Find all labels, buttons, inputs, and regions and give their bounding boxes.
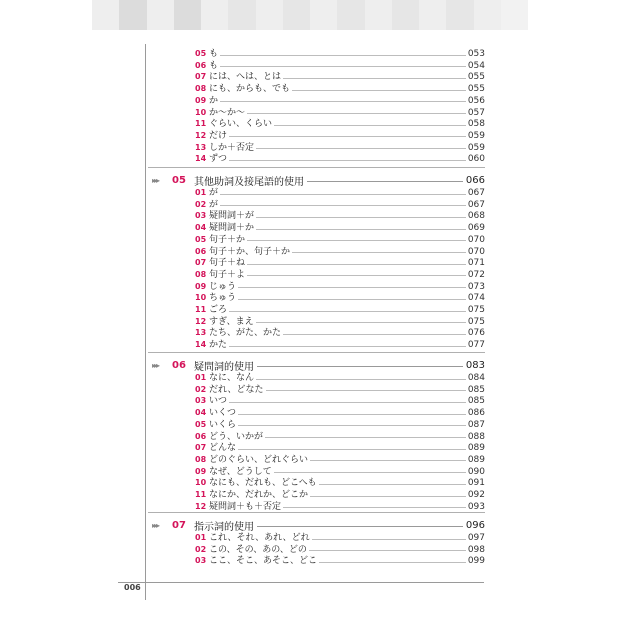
entry-page: 054 bbox=[467, 60, 485, 71]
entry-number: 06 bbox=[195, 246, 207, 256]
entry-number: 09 bbox=[195, 95, 207, 105]
entry-title: いくら bbox=[209, 419, 237, 430]
entry-page: 099 bbox=[467, 556, 485, 567]
toc-entry[interactable] bbox=[195, 83, 485, 95]
entry-title: ちゅう bbox=[209, 293, 237, 304]
entry-number: 14 bbox=[195, 154, 207, 164]
entry-title: だけ bbox=[209, 130, 228, 141]
toc-entry[interactable] bbox=[195, 222, 485, 234]
chapter-heading[interactable] bbox=[152, 172, 485, 188]
entry-page: 055 bbox=[467, 72, 485, 83]
page-number: 006 bbox=[124, 583, 141, 592]
entry-title: 疑問詞＋が bbox=[209, 211, 255, 222]
entry-number: 07 bbox=[195, 72, 207, 82]
toc-entry[interactable] bbox=[195, 316, 485, 328]
entry-title: ごろ bbox=[209, 305, 228, 315]
leader-line bbox=[247, 275, 466, 276]
entry-title: には、へは、とは bbox=[209, 72, 282, 83]
leader-line bbox=[238, 449, 466, 450]
entry-number: 11 bbox=[195, 119, 207, 129]
entry-number: 04 bbox=[195, 408, 207, 418]
entry-number: 09 bbox=[195, 281, 207, 291]
entry-title: いくつ bbox=[209, 408, 237, 419]
entry-title: この、その、あの、どの bbox=[209, 544, 307, 555]
leader-line bbox=[310, 460, 466, 461]
entry-page: 072 bbox=[467, 269, 485, 280]
entry-number: 05 bbox=[195, 419, 207, 429]
leader-line bbox=[220, 55, 466, 56]
entry-page: 068 bbox=[467, 211, 485, 222]
entry-title: も bbox=[209, 60, 219, 71]
entry-title: も bbox=[209, 49, 219, 59]
chapter-heading[interactable] bbox=[152, 517, 485, 533]
toc-entry[interactable] bbox=[195, 199, 485, 211]
leader-line bbox=[265, 437, 466, 438]
chapter-title: 指示詞的使用 bbox=[194, 521, 254, 533]
leader-line bbox=[247, 113, 466, 114]
section-divider bbox=[148, 167, 485, 168]
entry-title: ずつ bbox=[209, 154, 228, 165]
entry-number: 02 bbox=[195, 544, 207, 554]
entry-page: 086 bbox=[467, 408, 485, 419]
entry-page: 071 bbox=[467, 258, 485, 269]
leader-line bbox=[274, 125, 466, 126]
entry-number: 11 bbox=[195, 490, 207, 499]
entry-title: にも、からも、でも bbox=[209, 84, 291, 95]
entry-number: 12 bbox=[195, 130, 207, 140]
toc-entry[interactable] bbox=[195, 544, 485, 556]
leader-line bbox=[319, 562, 466, 563]
chapter-page: 083 bbox=[465, 359, 485, 371]
toc-entry[interactable] bbox=[195, 269, 485, 281]
leader-line bbox=[292, 90, 466, 91]
toc-entry[interactable] bbox=[195, 327, 485, 339]
leader-line bbox=[220, 66, 466, 67]
toc-entry[interactable] bbox=[195, 555, 485, 567]
entry-number: 12 bbox=[195, 501, 207, 511]
entry-title: すぎ、まえ bbox=[209, 316, 254, 327]
entry-page: 084 bbox=[467, 373, 485, 383]
leader-line bbox=[257, 366, 463, 367]
entry-number: 06 bbox=[195, 431, 207, 441]
entry-number: 14 bbox=[195, 340, 207, 350]
chevron-arrows-icon: ▸▸▸ bbox=[152, 520, 159, 530]
entry-page: 055 bbox=[467, 84, 485, 95]
entry-number: 02 bbox=[195, 384, 207, 394]
entry-number: 05 bbox=[195, 234, 207, 244]
entry-title: どう、いかが bbox=[209, 431, 264, 442]
entry-page: 059 bbox=[467, 130, 485, 141]
leader-line bbox=[220, 101, 466, 102]
entry-page: 085 bbox=[467, 384, 485, 395]
toc-entry[interactable] bbox=[195, 466, 485, 478]
entry-page: 073 bbox=[467, 281, 485, 292]
toc-entry[interactable] bbox=[195, 339, 485, 351]
toc-entry[interactable] bbox=[195, 395, 485, 407]
entry-page: 091 bbox=[467, 478, 485, 489]
leader-line bbox=[238, 414, 466, 415]
entry-number: 10 bbox=[195, 293, 207, 303]
entry-title: どんな bbox=[209, 443, 237, 454]
leader-line bbox=[257, 526, 463, 527]
entry-number: 02 bbox=[195, 199, 207, 209]
entry-number: 11 bbox=[195, 305, 207, 314]
entry-number: 05 bbox=[195, 49, 207, 58]
chapter-page: 066 bbox=[465, 174, 485, 186]
leader-line bbox=[256, 148, 466, 149]
entry-number: 01 bbox=[195, 533, 207, 542]
entry-title: 句子＋か、句子＋か bbox=[209, 246, 291, 257]
toc-entry[interactable] bbox=[195, 60, 485, 72]
entry-title: 句子＋よ bbox=[209, 269, 246, 280]
leader-line bbox=[229, 136, 466, 137]
leader-line bbox=[238, 287, 466, 288]
toc-entry[interactable] bbox=[195, 118, 485, 130]
entry-number: 07 bbox=[195, 258, 207, 268]
entry-number: 01 bbox=[195, 373, 207, 382]
entry-page: 087 bbox=[467, 419, 485, 430]
entry-number: 09 bbox=[195, 466, 207, 476]
entry-number: 13 bbox=[195, 328, 207, 338]
toc-entry[interactable] bbox=[195, 48, 485, 60]
entry-title: かた bbox=[209, 340, 228, 351]
leader-line bbox=[319, 484, 466, 485]
entry-number: 07 bbox=[195, 443, 207, 453]
toc-entry[interactable] bbox=[195, 257, 485, 269]
entry-page: 053 bbox=[467, 49, 485, 59]
entry-title: 句子＋か bbox=[209, 234, 246, 245]
entry-number: 12 bbox=[195, 316, 207, 326]
leader-line bbox=[256, 217, 466, 218]
toc-entry[interactable] bbox=[195, 71, 485, 83]
entry-page: 089 bbox=[467, 454, 485, 465]
toc-entry[interactable] bbox=[195, 142, 485, 154]
chapter-title: 疑問詞的使用 bbox=[194, 361, 254, 373]
toc-entry[interactable] bbox=[195, 407, 485, 419]
leader-line bbox=[220, 194, 466, 195]
entry-title: か bbox=[209, 95, 219, 106]
entry-title: しか＋否定 bbox=[209, 142, 255, 153]
entry-title: いつ bbox=[209, 396, 228, 407]
entry-number: 10 bbox=[195, 107, 207, 117]
leader-line bbox=[283, 507, 466, 508]
entry-page: 070 bbox=[467, 234, 485, 245]
leader-line bbox=[256, 322, 466, 323]
entry-title: なぜ、どうして bbox=[209, 466, 272, 477]
chevron-arrows-icon: ▸▸▸ bbox=[152, 175, 159, 185]
leader-line bbox=[312, 539, 466, 540]
toc-entry[interactable] bbox=[195, 95, 485, 107]
toc-entry[interactable] bbox=[195, 107, 485, 119]
toc-entry[interactable] bbox=[195, 489, 485, 501]
entry-title: 疑問詞＋か bbox=[209, 223, 255, 234]
entry-page: 074 bbox=[467, 293, 485, 304]
toc-entry[interactable] bbox=[195, 234, 485, 246]
entry-number: 06 bbox=[195, 60, 207, 70]
leader-line bbox=[229, 160, 466, 161]
leader-line bbox=[309, 550, 466, 551]
entry-title: か〜か〜 bbox=[209, 107, 246, 118]
leader-line bbox=[247, 264, 466, 265]
leader-line bbox=[238, 299, 466, 300]
leader-line bbox=[256, 379, 466, 380]
entry-number: 03 bbox=[195, 396, 207, 406]
toc-entry[interactable] bbox=[195, 246, 485, 258]
entry-title: たち、がた、かた bbox=[209, 328, 282, 339]
entry-number: 08 bbox=[195, 269, 207, 279]
leader-line bbox=[229, 402, 466, 403]
entry-title: が bbox=[209, 199, 219, 210]
entry-title: 句子＋ね bbox=[209, 258, 246, 269]
toc-entry[interactable] bbox=[195, 477, 485, 489]
leader-line bbox=[247, 240, 466, 241]
section-divider bbox=[148, 352, 485, 353]
toc-entry[interactable] bbox=[195, 281, 485, 293]
chapter-title: 其他助詞及接尾語的使用 bbox=[194, 176, 304, 188]
leader-line bbox=[274, 472, 466, 473]
leader-line bbox=[266, 390, 466, 391]
leader-line bbox=[229, 311, 466, 312]
leader-line bbox=[283, 334, 466, 335]
toc-entry[interactable] bbox=[195, 210, 485, 222]
entry-title: どのぐらい、どれぐらい bbox=[209, 454, 309, 465]
leader-line bbox=[307, 181, 463, 182]
entry-number: 10 bbox=[195, 478, 207, 488]
entry-title: なにも、だれも、どこへも bbox=[209, 478, 317, 489]
entry-page: 092 bbox=[467, 490, 485, 500]
entry-page: 097 bbox=[467, 533, 485, 543]
entry-title: ぐらい、くらい bbox=[209, 119, 273, 130]
entry-title: 疑問詞＋も＋否定 bbox=[209, 501, 282, 512]
toc-entry[interactable] bbox=[195, 153, 485, 165]
entry-page: 069 bbox=[467, 223, 485, 234]
entry-number: 08 bbox=[195, 454, 207, 464]
chapter-number: 06 bbox=[172, 359, 186, 371]
chapter-page: 096 bbox=[465, 519, 485, 531]
chapter-number: 05 bbox=[172, 174, 186, 186]
entry-page: 098 bbox=[467, 544, 485, 555]
chapter-heading[interactable] bbox=[152, 357, 485, 373]
toc-entry[interactable] bbox=[195, 532, 485, 544]
footer-rule bbox=[118, 582, 484, 583]
entry-page: 059 bbox=[467, 142, 485, 153]
toc-entry[interactable] bbox=[195, 384, 485, 396]
entry-page: 090 bbox=[467, 466, 485, 477]
leader-line bbox=[220, 205, 466, 206]
toc-entry[interactable] bbox=[195, 130, 485, 142]
entry-page: 075 bbox=[467, 316, 485, 327]
toc-entry[interactable] bbox=[195, 419, 485, 431]
entry-page: 076 bbox=[467, 328, 485, 339]
toc-entry[interactable] bbox=[195, 372, 485, 384]
chapter-number: 07 bbox=[172, 519, 186, 531]
entry-page: 089 bbox=[467, 443, 485, 454]
entry-page: 085 bbox=[467, 396, 485, 407]
toc-entry[interactable] bbox=[195, 454, 485, 466]
toc-entry[interactable] bbox=[195, 431, 485, 443]
leader-line bbox=[229, 346, 466, 347]
entry-page: 067 bbox=[467, 188, 485, 198]
entry-page: 067 bbox=[467, 199, 485, 210]
entry-page: 060 bbox=[467, 154, 485, 165]
leader-line bbox=[283, 78, 466, 79]
toc-entry[interactable] bbox=[195, 442, 485, 454]
entry-title: なにか、だれか、どこか bbox=[209, 490, 309, 500]
entry-number: 03 bbox=[195, 556, 207, 566]
entry-title: じゅう bbox=[209, 281, 237, 292]
entry-title: だれ、どなた bbox=[209, 384, 264, 395]
chevron-arrows-icon: ▸▸▸ bbox=[152, 360, 159, 370]
entry-title: これ、それ、あれ、どれ bbox=[209, 533, 310, 543]
entry-page: 075 bbox=[467, 305, 485, 315]
toc-entry[interactable] bbox=[195, 501, 485, 513]
entry-title: ここ、そこ、あそこ、どこ bbox=[209, 556, 318, 567]
entry-number: 03 bbox=[195, 211, 207, 221]
leader-line bbox=[310, 496, 466, 497]
entry-page: 088 bbox=[467, 431, 485, 442]
entry-number: 04 bbox=[195, 223, 207, 233]
entry-title: が bbox=[209, 188, 219, 198]
toc-entry[interactable] bbox=[195, 304, 485, 316]
entry-number: 13 bbox=[195, 142, 207, 152]
entry-title: なに、なん bbox=[209, 373, 255, 383]
entry-page: 070 bbox=[467, 246, 485, 257]
entry-page: 057 bbox=[467, 107, 485, 118]
toc-entry[interactable] bbox=[195, 187, 485, 199]
leader-line bbox=[292, 252, 466, 253]
entry-page: 058 bbox=[467, 119, 485, 130]
entry-number: 08 bbox=[195, 84, 207, 94]
entry-page: 056 bbox=[467, 95, 485, 106]
leader-line bbox=[238, 425, 466, 426]
toc-entry[interactable] bbox=[195, 292, 485, 304]
leader-line bbox=[256, 229, 466, 230]
entry-page: 077 bbox=[467, 340, 485, 351]
section-divider bbox=[148, 512, 485, 513]
entry-page: 093 bbox=[467, 501, 485, 512]
entry-number: 01 bbox=[195, 188, 207, 197]
